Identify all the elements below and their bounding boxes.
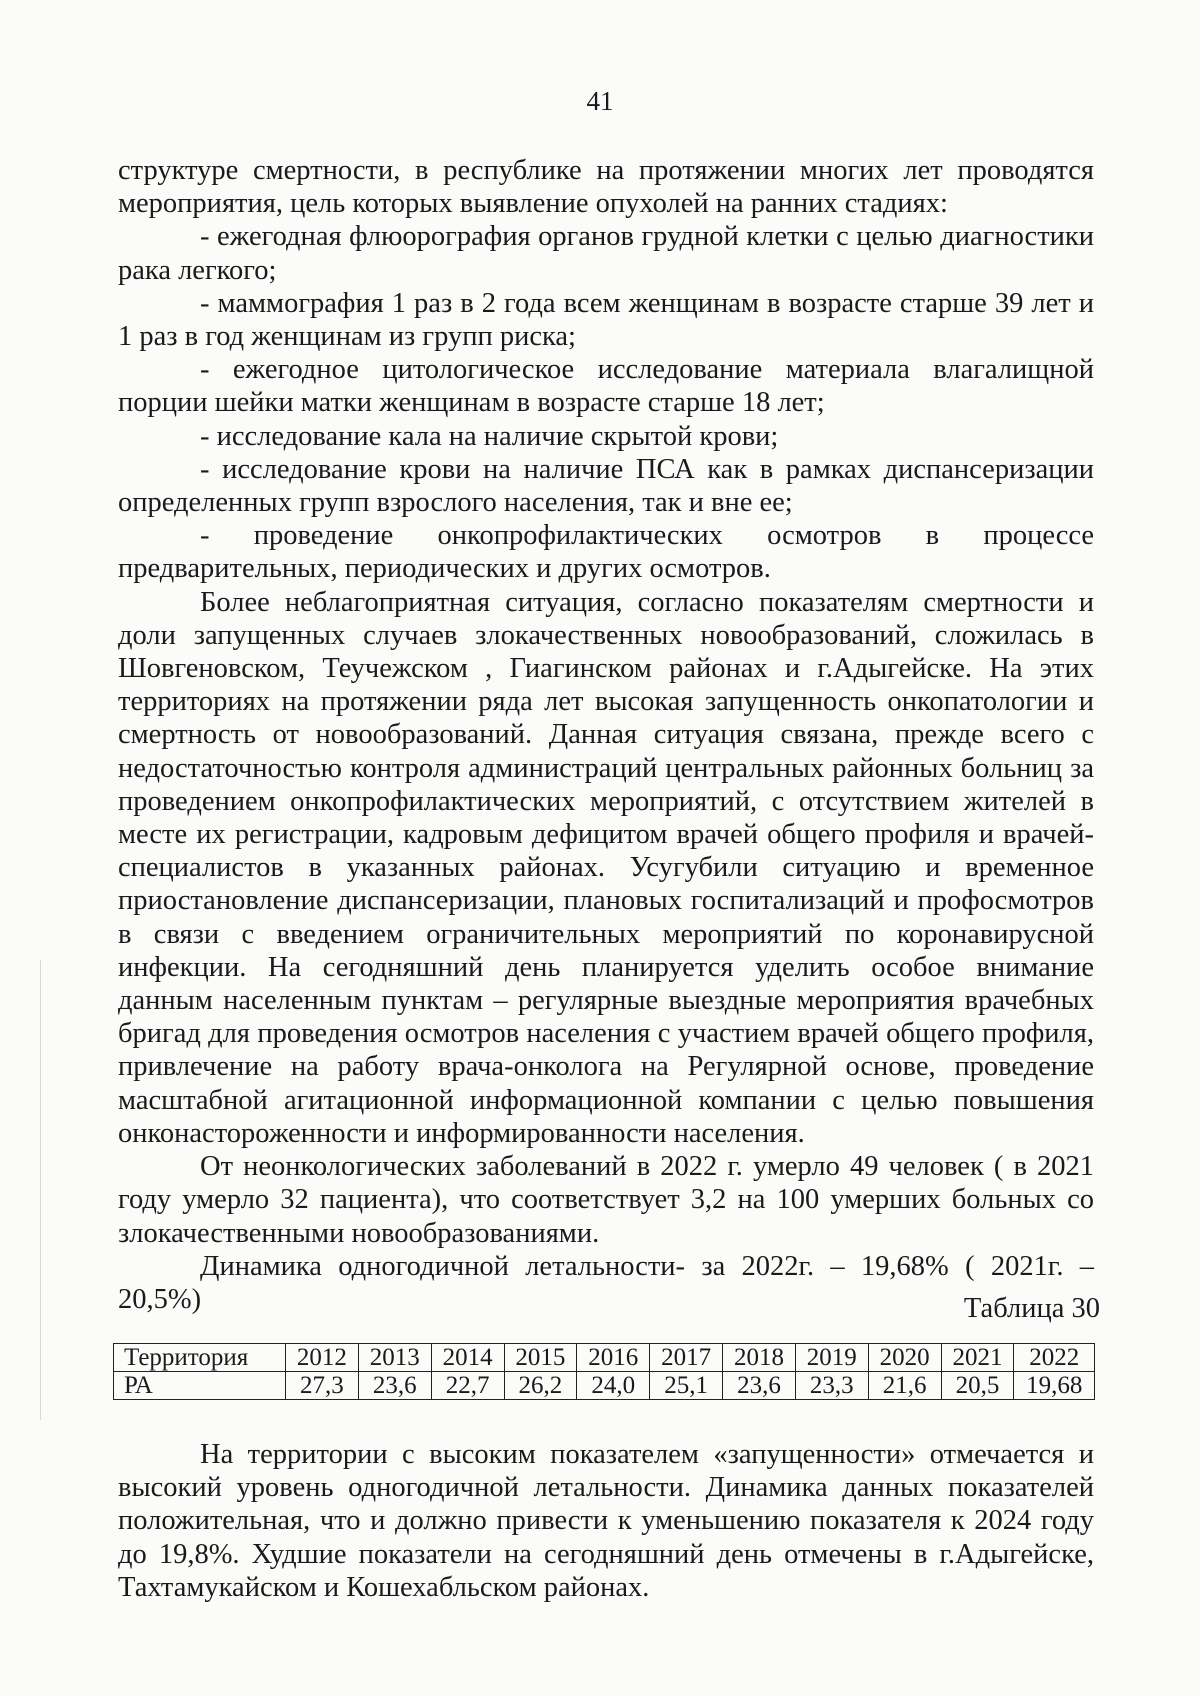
table-header-cell: 2022 (1014, 1344, 1095, 1372)
list-item-examinations: - проведение онкопрофилактических осмотров в процессе предварительных, периодических и других осмотров. (118, 520, 1094, 585)
list-item-fluorography: - ежегодная флюорография органов грудной клетки с целью диагностики рака легкого; (118, 221, 1094, 286)
list-item-mammography: - маммография 1 раз в 2 года всем женщинам в возрасте старше 39 лет и 1 раз в год женщинам из групп риска; (118, 287, 1094, 353)
paragraph: структуре смертности, в республике на протяжении многих лет проводятся мероприятия, цель которых выявление опухолей на ранних стадиях: (118, 155, 1094, 220)
table-cell: 23,6 (358, 1372, 431, 1400)
table-cell: 27,3 (285, 1372, 358, 1400)
table-cell: 23,6 (723, 1372, 796, 1400)
table-header-cell: 2020 (868, 1344, 941, 1372)
table-cell: 24,0 (577, 1372, 650, 1400)
paragraph: Динамика одногодичной летальности- за 2022г. – 19,68% ( 2021г. – 20,5%) (118, 1250, 1094, 1315)
list-item-stool-test: - исследование кала на наличие скрытой крови; (200, 420, 779, 452)
table-header-cell: 2021 (941, 1344, 1014, 1372)
table-cell: 19,68 (1014, 1372, 1095, 1400)
table-header-cell: 2017 (650, 1344, 723, 1372)
lethality-table (113, 1343, 1095, 1400)
table-row (114, 1372, 1095, 1400)
table-cell: 22,7 (431, 1372, 504, 1400)
table-cell: 23,3 (795, 1372, 868, 1400)
table-cell: 21,6 (868, 1372, 941, 1400)
table-header-row (114, 1344, 1095, 1372)
closing-text (118, 1438, 1094, 1604)
table-cell: 20,5 (941, 1372, 1014, 1400)
table-header-cell: 2018 (723, 1344, 796, 1372)
table-header-cell: 2013 (358, 1344, 431, 1372)
table-cell: РА (114, 1372, 286, 1400)
paragraph: На территории с высоким показателем «запущенности» отмечается и высокий уровень одногодичной летальности. Динамика данных показателей положительная, что и должно привести к уменьшению показателя к 2024 году до 19,8%. Худшие показатели на сегодняшний день отмечены в г.Адыгейске, Тахтамукайском и Кошехабльском районах. (118, 1439, 1094, 1603)
table-header-cell: 2016 (577, 1344, 650, 1372)
table-header-cell: 2015 (504, 1344, 577, 1372)
body-text (118, 154, 1094, 1316)
list-item-cytology: - ежегодное цитологическое исследование материала влагалищной порции шейки матки женщинам в возрасте старше 18 лет; (118, 354, 1094, 419)
paragraph: Более неблагоприятная ситуация, согласно показателям смертности и доли запущенных случаев злокачественных новообразований, сложилась в Шовгеновском, Теучежском , Гиагинском районах и г.Адыгейске. На этих территориях на протяжении ряда лет высокая запущенность онкопатологии и смертность от новообразований. Данная ситуация связана, прежде всего с недостаточностью контроля администраций центральных районных больниц за проведением онкопрофилактических мероприятий, с отсутствием жителей в месте их регистрации, кадровым дефицитом врачей общего профиля и врачей-специалистов в указанных районах. Усугубили ситуацию и временное приостановление диспансеризации, плановых госпитализаций и профосмотров в связи с введением ограничительных мероприятий по коронавирусной инфекции. На сегодняшний день планируется уделить особое внимание данным населенным пунктам – регулярные выездные мероприятия врачебных бригад для проведения осмотров населения с участием врачей общего профиля, привлечение на работу врача-онколога на Регулярной основе, проведение масштабной агитационной информационной компании с целью повышения онконастороженности и информированности населения. (118, 586, 1094, 1149)
scan-edge-mark (40, 960, 41, 1420)
list-item-psa-test: - исследование крови на наличие ПСА как в рамках диспансеризации определенных групп взрослого населения, так и вне ее; (118, 453, 1094, 519)
table-header-cell: 2019 (795, 1344, 868, 1372)
paragraph: От неонкологических заболеваний в 2022 г. умерло 49 человек ( в 2021 году умерло 32 пациента), что соответствует 3,2 на 100 умерших больных со злокачественными новообразованиями. (118, 1151, 1094, 1249)
page-number: 41 (586, 86, 614, 116)
table-header-cell: 2014 (431, 1344, 504, 1372)
table-cell: 26,2 (504, 1372, 577, 1400)
table-header-cell: 2012 (285, 1344, 358, 1372)
table-header-cell: Территория (114, 1344, 286, 1372)
table-caption: Таблица 30 (963, 1293, 1100, 1324)
table-cell: 25,1 (650, 1372, 723, 1400)
